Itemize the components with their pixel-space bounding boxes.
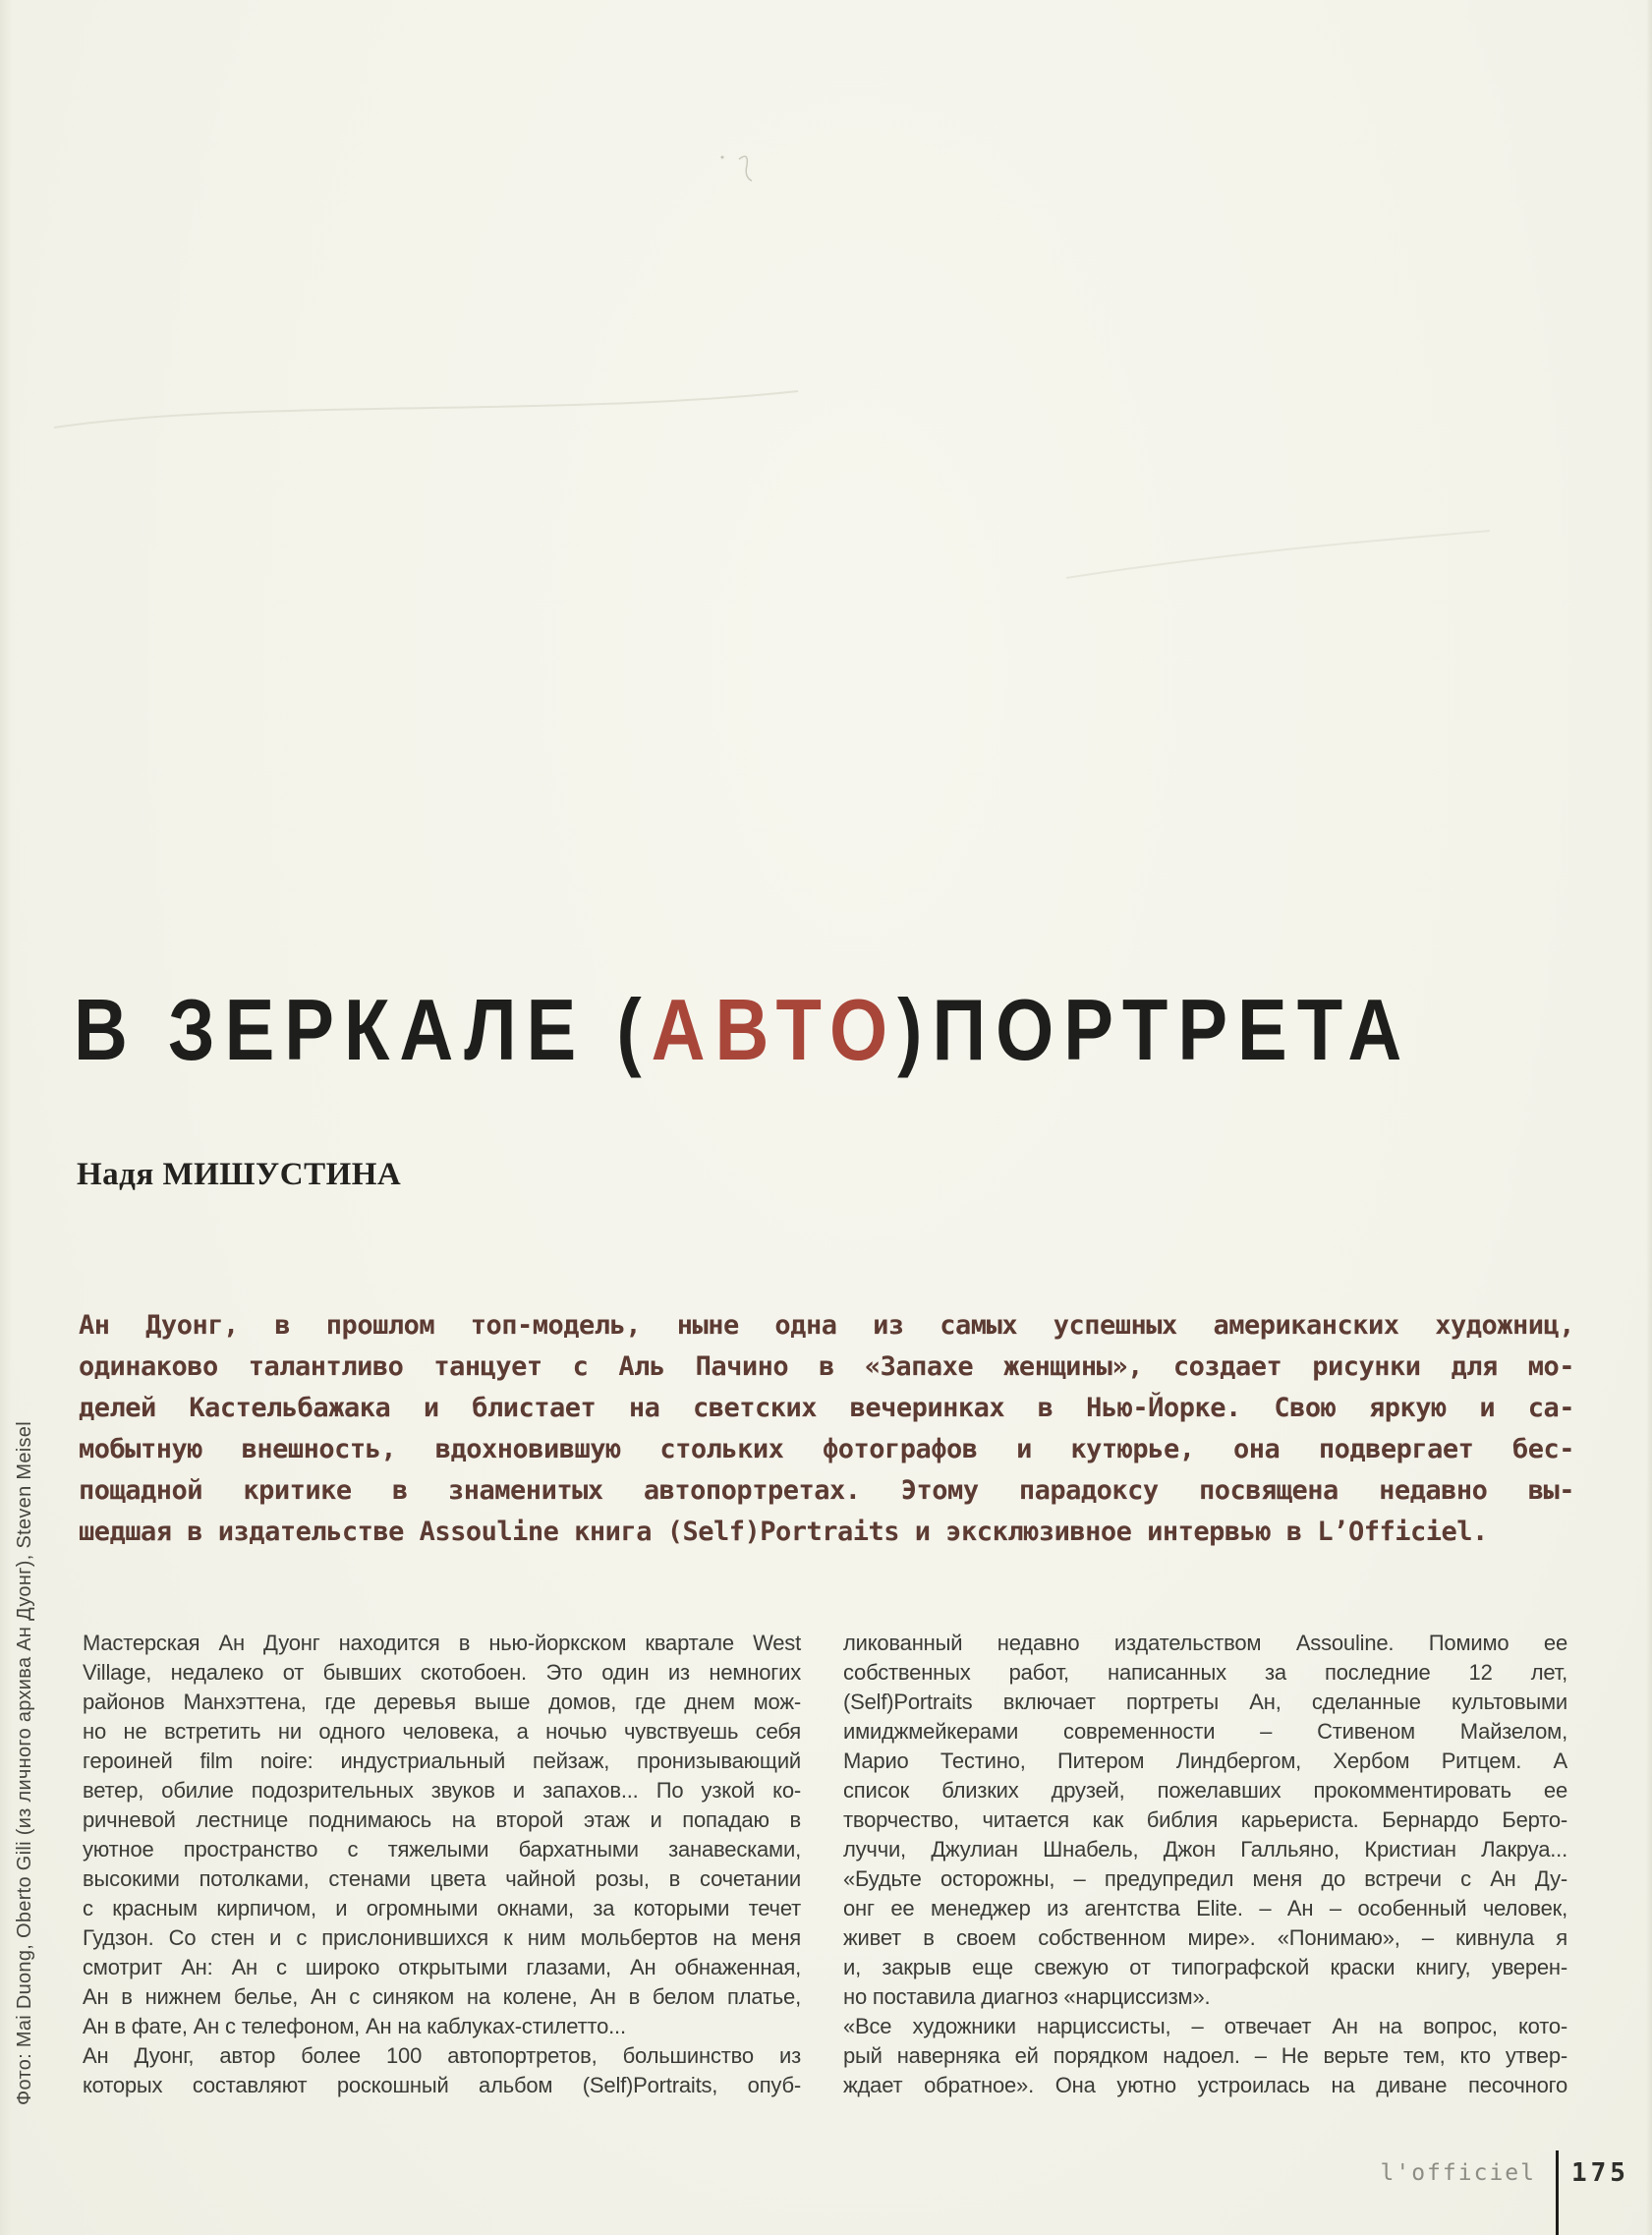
magazine-name: l'officiel <box>1380 2160 1536 2186</box>
text-line: уютное пространство с тяжелыми бархатными занавесками, <box>83 1837 801 1862</box>
text-line: луччи, Джулиан Шнабель, Джон Галльяно, Кристиан Лакруа... <box>843 1837 1567 1862</box>
text-line: с красным кирпичом, и огромными окнами, за которыми течет <box>83 1896 801 1920</box>
text-line: Гудзон. Со стен и с прислонившихся к ним мольбертов на меня <box>83 1925 801 1950</box>
text-line: Марио Тестино, Питером Линдбергом, Хербом Ритцем. А <box>843 1748 1567 1773</box>
text-line: шедшая в издательстве Assouline книга (Self)Portraits и эксклюзивное интервью в L’Officiel. <box>79 1517 1488 1547</box>
title-segment-1: В ЗЕРКАЛЕ ( <box>74 982 652 1079</box>
text-line: «Все художники нарциссисты, – отвечает Ан на вопрос, кото- <box>843 2014 1567 2038</box>
scan-edge-shading-left <box>0 0 12 2235</box>
text-line: которых составляют роскошный альбом (Self)Portraits, опуб- <box>83 2073 801 2097</box>
text-line: имиджмейкерами современности – Стивеном Майзелом, <box>843 1719 1567 1744</box>
text-line: Village, недалеко от бывших скотобоен. Это один из немногих <box>83 1660 801 1685</box>
text-line: и, закрыв еще свежую от типографской краски книгу, уверен- <box>843 1955 1567 1979</box>
text-line: рый наверняка ей порядком надоел. – Не верьте тем, кто утвер- <box>843 2043 1567 2068</box>
body-column-right <box>843 1629 1567 2100</box>
text-line: высокими потолками, стенами цвета чайной розы, в сочетании <box>83 1866 801 1891</box>
text-line: районов Манхэттена, где деревья выше домов, где днем мож- <box>83 1690 801 1714</box>
text-line: Ан Дуонг, автор более 100 автопортретов, большинство из <box>83 2043 801 2068</box>
text-line: ветер, обилие подозрительных звуков и запахов... По узкой ко- <box>83 1778 801 1803</box>
title-segment-2: )ПОРТРЕТА <box>897 982 1412 1079</box>
text-line: мобытную внешность, вдохновившую стольких фотографов и кутюрье, она подвергает бес- <box>79 1434 1574 1464</box>
article-title <box>74 982 1412 1079</box>
text-line: героиней film noire: индустриальный пейзаж, пронизывающий <box>83 1748 801 1773</box>
text-line: пощадной критике в знаменитых автопортретах. Этому парадоксу посвящена недавно вы- <box>79 1475 1574 1506</box>
text-line: делей Кастельбажака и блистает на светских вечеринках в Нью-Йорке. Свою яркую и са- <box>79 1393 1574 1423</box>
text-line: но не встретить ни одного человека, а ночью чувствуешь себя <box>83 1719 801 1744</box>
photo-credit: Фото: Mai Duong, Oberto Gili (из личного архива Ан Дуонг), Steven Meisel <box>14 1421 35 2105</box>
text-line: Ан в фате, Ан с телефоном, Ан на каблуках-стилетто... <box>83 2014 626 2038</box>
page-number: 175 <box>1571 2158 1629 2188</box>
text-line: но поставила диагноз «нарциссизм». <box>843 1984 1211 2009</box>
author-byline: Надя МИШУСТИНА <box>77 1157 402 1192</box>
text-line: Ан Дуонг, в прошлом топ-модель, ныне одна из самых успешных американских художниц, <box>79 1310 1574 1341</box>
text-line: ликованный недавно издательством Assouline. Помимо ее <box>843 1631 1567 1655</box>
text-line: творчество, читается как библия карьериста. Бернардо Берто- <box>843 1807 1567 1832</box>
text-line: список близких друзей, пожелавших прокомментировать ее <box>843 1778 1567 1803</box>
text-line: ждает обратное». Она уютно устроилась на диване песочного <box>843 2073 1567 2097</box>
text-line: онг ее менеджер из агентства Elite. – Ан – особенный человек, <box>843 1896 1567 1920</box>
text-line: (Self)Portraits включает портреты Ан, сделанные культовыми <box>843 1690 1567 1714</box>
text-line: живет в своем собственном мире». «Понимаю», – кивнула я <box>843 1925 1567 1950</box>
text-line: Мастерская Ан Дуонг находится в нью-йоркском квартале West <box>83 1631 801 1655</box>
lead-paragraph <box>79 1305 1574 1553</box>
footer-divider <box>1556 2150 1559 2235</box>
text-line: смотрит Ан: Ан с широко открытыми глазами, Ан обнаженная, <box>83 1955 801 1979</box>
title-accent-word: АВТО <box>651 982 898 1079</box>
text-line: собственных работ, написанных за последние 12 лет, <box>843 1660 1567 1685</box>
scan-edge-shading-right <box>1646 0 1652 2235</box>
text-line: ричневой лестнице поднимаюсь на второй этаж и попадаю в <box>83 1807 801 1832</box>
body-column-left <box>83 1629 801 2100</box>
text-line: Ан в нижнем белье, Ан с синяком на колене, Ан в белом платье, <box>83 1984 801 2009</box>
text-line: одинаково талантливо танцует с Аль Пачино в «Запахе женщины», создает рисунки для мо- <box>79 1351 1574 1382</box>
text-line: «Будьте осторожны, – предупредил меня до встречи с Ан Ду- <box>843 1866 1567 1891</box>
